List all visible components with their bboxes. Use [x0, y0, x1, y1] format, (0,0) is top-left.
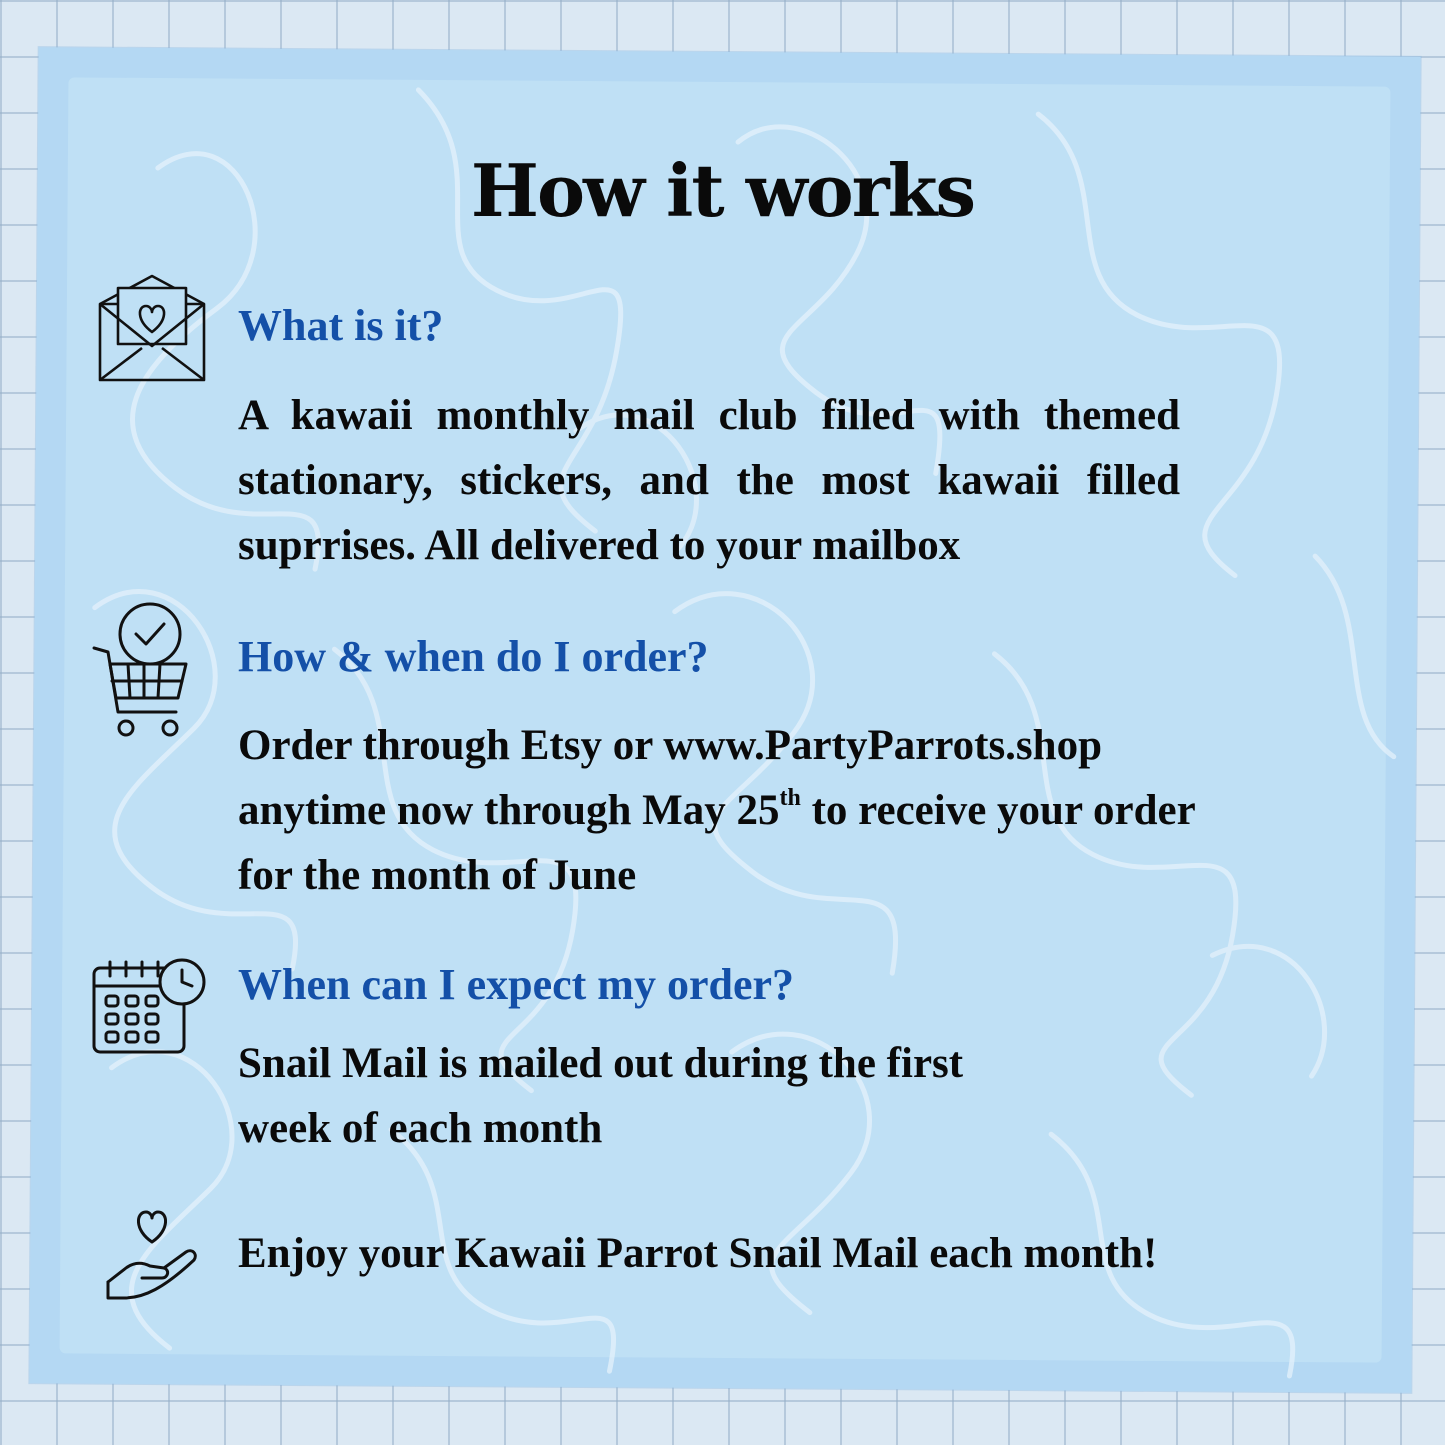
closing-message: Enjoy your Kawaii Parrot Snail Mail each month!: [238, 1230, 1158, 1277]
page-title: How it works: [470, 148, 975, 233]
shopping-cart-check-icon: [92, 602, 192, 742]
answer-how-when-order-part1: Order through Etsy or www.PartyParrots.shop anytime now through May 25: [238, 722, 1102, 834]
question-what-is-it: What is it?: [238, 301, 444, 350]
ordinal-suffix: th: [779, 784, 801, 811]
answer-what-is-it: A kawaii monthly mail club filled with themed stationary, stickers, and the most kawaii filled suprrises. All delivered to your mailbox: [238, 392, 1180, 569]
answer-how-when-order-part2: to receive your order for the month of June: [238, 787, 1195, 899]
question-how-when-order: How & when do I order?: [238, 632, 709, 681]
answer-when-expect-line1: Snail Mail is mailed out during the first: [238, 1040, 964, 1087]
envelope-heart-icon: [96, 274, 210, 386]
answer-how-when-order: [238, 713, 1198, 908]
hand-heart-icon: [104, 1208, 200, 1304]
calendar-clock-icon: [92, 958, 208, 1056]
answer-when-expect-line2: week of each month: [238, 1105, 603, 1152]
answer-when-expect: [238, 1031, 963, 1161]
question-when-expect: When can I expect my order?: [238, 960, 795, 1009]
